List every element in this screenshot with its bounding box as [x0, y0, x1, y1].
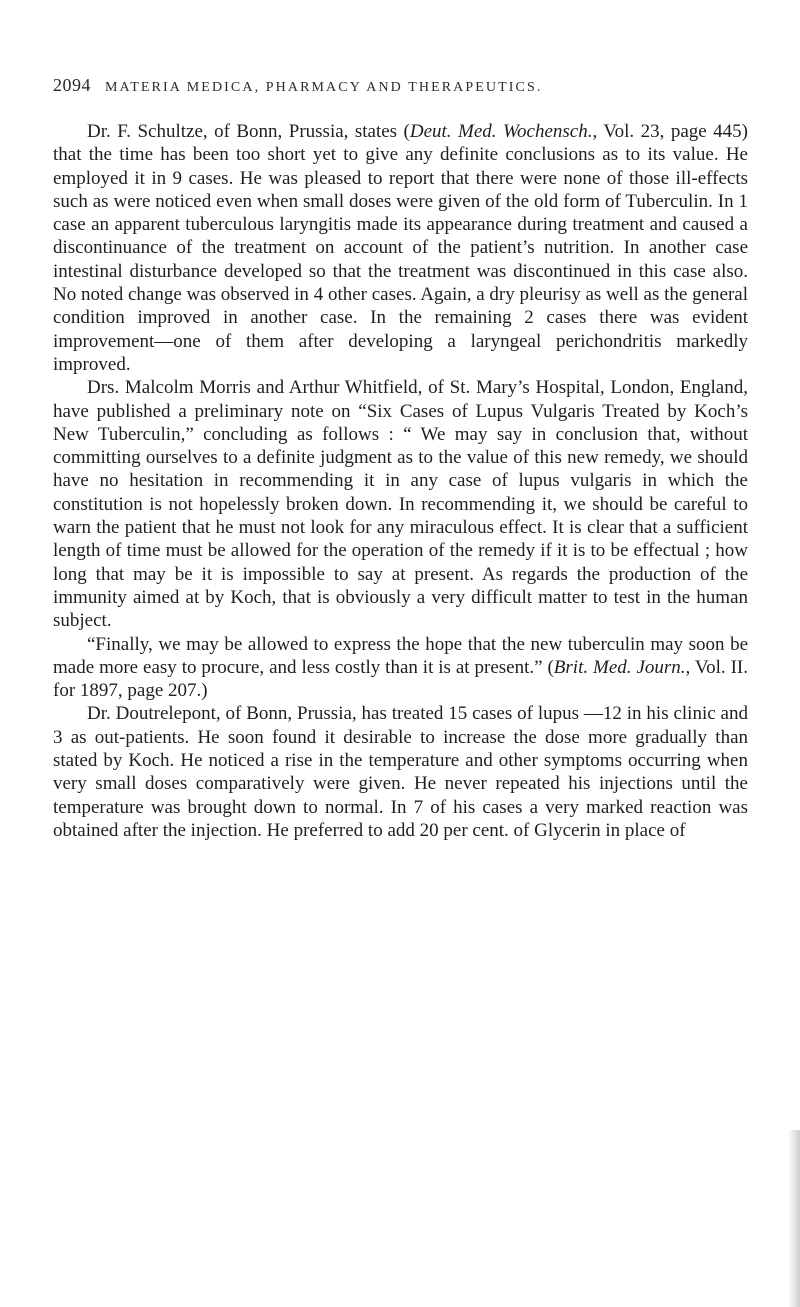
paragraph-finally	[53, 633, 748, 703]
page-number: 2094	[53, 75, 91, 95]
text-run: , Vol. 23, page 445) that the time has been too short yet to give any definite conclusions as to its value. He employed it in 9 cases. He was pleased to report that there were none of those ill-effects such as were noticed even when small doses were given of the old form of Tuberculin. In 1 case an apparent tuberculous laryngitis made its appearance during treatment and caused a discontinuance of the treatment on account of the patient’s nutrition. In another case intestinal disturbance developed so that the treatment was discontinued in this case also. No noted change was observed in 4 other cases. Again, a dry pleurisy as well as the general condition improved in another case. In the remaining 2 cases there was evident improvement—one of them after developing a laryngeal perichondritis markedly improved.	[53, 121, 748, 375]
running-head	[53, 75, 748, 101]
text-run: Drs. Malcolm Morris and Arthur Whitfield, of St. Mary’s Hospital, London, England, have published a preliminary note on “Six Cases of Lupus Vulgaris Treated by Koch’s New Tuberculin,” concluding as follows : “ We may say in conclusion that, without committing ourselves to a definite judgment as to the value of this new remedy, we should have no hesitation in recommending it in any case of lupus vulgaris in which the constitution is not hopelessly broken down. In recommending it, we should be careful to warn the patient that he must not look for any miraculous effect. It is clear that a sufficient length of time must be allowed for the operation of the remedy if it is to be effectual ; how long that may be it is impossible to say at present. As regards the production of the immunity aimed at by Koch, that is obviously a very difficult matter to test in the human subject.	[53, 377, 748, 632]
article-body	[53, 120, 748, 842]
paragraph-doutrelepont	[53, 702, 748, 842]
citation-title: Brit. Med. Journ.	[553, 656, 686, 678]
paragraph-morris-whitfield	[53, 376, 748, 632]
paragraph-schultze	[53, 120, 748, 376]
citation-title: Deut. Med. Wochensch.	[409, 121, 593, 142]
text-run: , Vol. II. for 1897, page 207.)	[53, 656, 748, 702]
running-title: MATERIA MEDICA, PHARMACY AND THERAPEUTICS.	[105, 80, 543, 95]
text-run: Dr. Doutrelepont, of Bonn, Prussia, has treated 15 cases of lupus —12 in his clinic and 3 as out-patients. He soon found it desirable to increase the dose more gradually than stated by Koch. He noticed a rise in the temperature and other symptoms occurring when very small doses comparatively were given. He never repeated his injections until the temperature was brought down to normal. In 7 of his cases a very marked reaction was obtained after the injection. He preferred to add 20 per cent. of Glycerin in place of	[53, 703, 748, 841]
text-run: “Finally, we may be allowed to express the hope that the new tuberculin may soon be made more easy to procure, and less costly than it is at present.” (	[53, 633, 748, 678]
paper-edge-shadow	[788, 1130, 800, 1307]
text-run: Dr. F. Schultze, of Bonn, Prussia, states (	[87, 121, 410, 142]
